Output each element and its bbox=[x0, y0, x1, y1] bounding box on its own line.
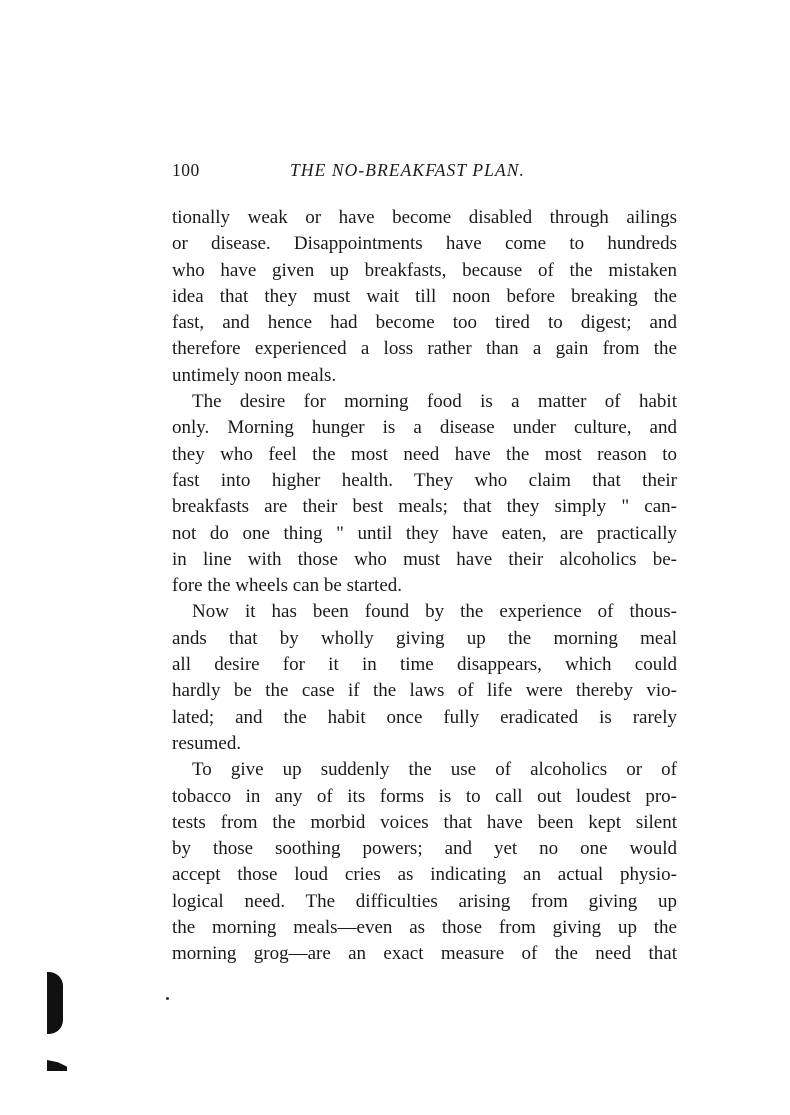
text-line: The desire for morning food is a matter of habit bbox=[192, 391, 677, 413]
text-line: tests from the morbid voices that have been kept silent bbox=[172, 811, 677, 833]
page-header bbox=[172, 160, 677, 186]
text-line: they who feel the most need have the most reason to bbox=[172, 443, 677, 465]
text-line: fast into higher health. They who claim that their bbox=[172, 469, 677, 491]
text-line: all desire for it in time disappears, which could bbox=[172, 654, 677, 676]
text-line: fast, and hence had become too tired to digest; and bbox=[172, 312, 677, 334]
text-line: breakfasts are their best meals; that they simply " can- bbox=[172, 496, 677, 518]
text-line: in line with those who must have their alcoholics be- bbox=[172, 548, 677, 570]
paragraph-2 bbox=[172, 389, 677, 599]
text-line: hardly be the case if the laws of life were thereby vio- bbox=[172, 680, 677, 702]
text-line: who have given up breakfasts, because of the mistaken bbox=[172, 259, 677, 281]
text-line: accept those loud cries as indicating an actual physio- bbox=[172, 864, 677, 886]
running-title: THE NO-BREAKFAST PLAN. bbox=[290, 160, 526, 180]
text-line: Now it has been found by the experience of thous- bbox=[192, 601, 677, 623]
text-line: resumed. bbox=[172, 732, 242, 754]
text-line: fore the wheels can be started. bbox=[172, 575, 403, 597]
page-number: 100 bbox=[172, 160, 200, 180]
body-text bbox=[172, 205, 677, 968]
text-line: the morning meals—even as those from giving up the bbox=[172, 917, 677, 939]
text-line: untimely noon meals. bbox=[172, 364, 337, 386]
text-line: idea that they must wait till noon before breaking the bbox=[172, 285, 677, 307]
text-line: therefore experienced a loss rather than a gain from the bbox=[172, 338, 677, 360]
text-line: not do one thing " until they have eaten, are practically bbox=[172, 522, 677, 544]
paragraph-1 bbox=[172, 205, 677, 389]
paragraph-3 bbox=[172, 599, 677, 757]
text-line: logical need. The difficulties arising from giving up bbox=[172, 890, 677, 912]
text-line: lated; and the habit once fully eradicated is rarely bbox=[172, 706, 677, 728]
text-line: morning grog—are an exact measure of the need that bbox=[172, 943, 677, 965]
scan-margin-mark bbox=[47, 972, 63, 1034]
text-line: ands that by wholly giving up the morning meal bbox=[172, 627, 677, 649]
scan-margin-mark bbox=[47, 1060, 67, 1071]
text-line: only. Morning hunger is a disease under culture, and bbox=[172, 417, 677, 439]
text-line: by those soothing powers; and yet no one would bbox=[172, 838, 677, 860]
text-line: tionally weak or have become disabled through ailings bbox=[172, 207, 677, 228]
text-line: or disease. Disappointments have come to hundreds bbox=[172, 233, 677, 255]
text-line: To give up suddenly the use of alcoholics or of bbox=[192, 759, 677, 781]
scan-speck bbox=[166, 997, 169, 1000]
paragraph-4 bbox=[172, 757, 677, 967]
text-line: tobacco in any of its forms is to call out loudest pro- bbox=[172, 785, 677, 807]
